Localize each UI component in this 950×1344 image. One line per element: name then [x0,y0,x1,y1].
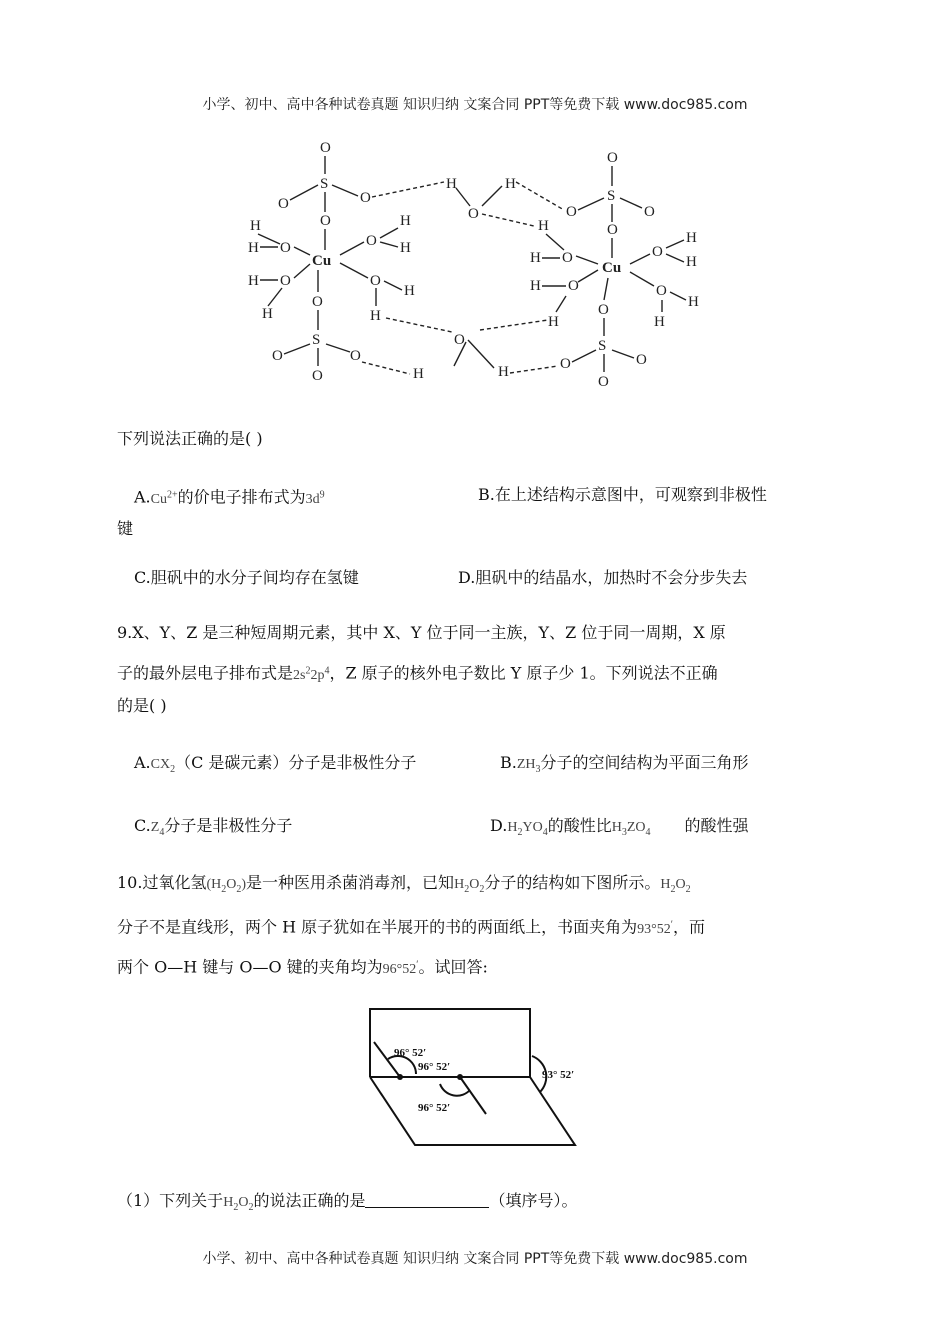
atom-label: O [366,233,377,249]
atom-label: H [505,176,516,192]
atom-label: S [312,332,321,348]
h2o2-formula: $H_2O_2$ [660,877,691,895]
atom-label: O [562,250,573,266]
atom-label: O [607,222,618,238]
dihedral-angle: 93°52′ [637,919,673,937]
h3zo4-formula: $H_3ZO_4$ [611,820,651,838]
atom-label: O [350,348,361,364]
atom-label: H [250,218,261,234]
atom-label: O [652,244,663,260]
electron-config: $3d^9$ [305,489,325,507]
q8-option-c: C.胆矾中的水分子间均存在氢键 [134,568,359,587]
h2o2-structure-diagram [360,1004,590,1154]
atom-label: O [312,368,323,384]
atom-label: H [400,213,411,229]
atom-label: O [656,283,667,299]
angle-label: 96° 52′ [394,1047,427,1059]
zh3-formula: $ZH_3$ [516,757,541,775]
atom-label: S [598,338,607,354]
atom-label: H [686,254,697,270]
atom-label: O [636,352,647,368]
atom-label: S [320,176,329,192]
q10-sub1: （1）下列关于$H_2O_2$的说法正确的是 （填序号）。 [117,1191,578,1213]
page-header: 小学、初中、高中各种试卷真题 知识归纳 文案合同 PPT等免费下载 www.doc985.com [202,97,748,113]
h2o2-formula: $H_2O_2$ [454,877,485,895]
x-electron-config: $2s^22p^4$ [293,665,330,683]
q9-option-c: $C.Z_4$分子是非极性分子 [134,816,293,838]
bond-angle: 96°52′ [382,959,419,977]
atom-label: O [568,278,579,294]
atom-label: O [598,302,609,318]
h2o2-formula: $H_2O_2$ [223,1195,254,1213]
q10-line3: 两个 O—H 键与 O—O 键的夹角均为96°52′。试回答: [117,957,488,977]
atom-label: H [262,306,273,322]
atom-label: H [404,283,415,299]
atom-label: O [560,356,571,372]
atom-label: H [498,364,509,380]
atom-label: H [654,314,665,330]
atom-label: H [530,250,541,266]
q8-option-a [134,484,325,511]
atom-label: H [413,366,424,382]
q8-option-b-wrap: 键 [117,519,134,538]
atom-label: O [280,240,291,256]
atom-label: O [312,294,323,310]
cx2-formula: $CX_2$ [150,757,176,775]
atom-label: O [360,190,371,206]
q8-option-d: D.胆矾中的结晶水，加热时不会分步失去 [458,568,748,587]
cu-ion-formula: $Cu^{2+}$ [150,489,178,507]
angle-label: 96° 52′ [418,1102,451,1114]
option-prefix: A. [134,487,151,507]
atom-label: Cu [602,260,622,276]
q9-line1: 9.X、Y、Z 是三种短周期元素，其中 X、Y 位于同一主族，Y、Z 位于同一周期，X 原 [117,623,726,642]
atom-label: O [320,140,331,156]
atom-label: H [248,273,259,289]
angle-label: 93° 52′ [542,1069,575,1081]
z4-formula: $Z_4$ [150,820,165,838]
cuso4-structure-diagram [230,130,730,390]
atom-label: O [607,150,618,166]
atom-label: H [530,278,541,294]
q10-line2: 分子不是直线形，两个 H 原子犹如在半展开的书的两面纸上，书面夹角为93°52′，而 [117,917,705,937]
q9-option-a: $A.CX_2(C$ 是碳元素）分子是非极性分子 [134,753,417,775]
atom-label: O [272,348,283,364]
atom-label: O [566,204,577,220]
atom-label: H [548,314,559,330]
atom-label: O [468,206,479,222]
atom-label: O [454,332,465,348]
answer-blank[interactable] [365,1191,489,1208]
atom-label: H [370,308,381,324]
atom-label: O [644,204,655,220]
atom-label: H [248,240,259,256]
atom-label: O [320,213,331,229]
atom-label: H [400,240,411,256]
q9-option-b: $B.ZH_3$分子的空间结构为平面三角形 [500,753,749,775]
q9-line2: 子的最外层电子排布式是$2s^22p^4$，Z 原子的核外电子数比 Y 原子少 1。下列说法不正确 [117,663,718,683]
angle-label: 96° 52′ [418,1061,451,1073]
option-text: 的价电子排布式为 [177,487,306,507]
page-footer: 小学、初中、高中各种试卷真题 知识归纳 文案合同 PPT等免费下载 www.doc985.com [202,1251,748,1267]
atom-label: H [686,230,697,246]
atom-label: H [538,218,549,234]
atom-label: O [280,273,291,289]
atom-label: H [688,294,699,310]
q8-stem: 下列说法正确的是( ) [117,429,263,448]
atom-label: O [598,374,609,390]
h2o2-formula: $(H_2O_2)$ [206,877,247,895]
q10-line1: 10.过氧化氢$(H_2O_2)$是一种医用杀菌消毒剂，已知$H_2O_2$分子的结构如下图所示。$H_2O_2$ [117,873,691,895]
atom-label: Cu [312,253,332,269]
q9-option-d: $D.H_2YO_4$的酸性比$H_3ZO_4$ 的酸性强 [490,816,749,838]
h2yo4-formula: $H_2YO_4$ [507,820,548,838]
atom-label: H [446,176,457,192]
atom-label: S [607,188,616,204]
q8-option-b: B.在上述结构示意图中，可观察到非极性 [478,485,767,504]
q9-line3: 的是( ) [117,696,167,715]
atom-label: O [278,196,289,212]
atom-label: O [370,273,381,289]
